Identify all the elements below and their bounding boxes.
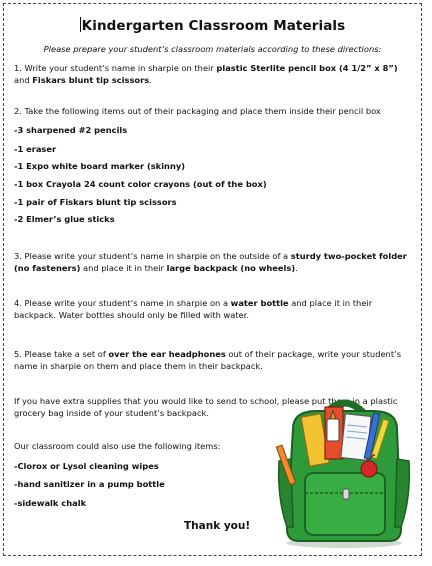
extra-supplies-note: If you have extra supplies that you would like to send to school, please put them in a plastic grocery bag inside of your student’s backpack. bbox=[14, 396, 398, 418]
list-item: -1 pair of Fiskars blunt tip scissors bbox=[14, 197, 177, 207]
list-item: -1 Expo white board marker (skinny) bbox=[14, 161, 186, 171]
title-text: Kindergarten Classroom Materials bbox=[81, 18, 346, 34]
list-item: -hand sanitizer in a pump bottle bbox=[14, 479, 165, 489]
step-1: 1. Write your student’s name in sharpie on their plastic Sterlite pencil box (4 1/2” x 8”) and Fiskars blunt tip scissors. bbox=[14, 63, 398, 85]
apple-icon bbox=[361, 461, 377, 477]
document-title bbox=[4, 17, 421, 34]
step-5: 5. Please take a set of over the ear headphones out of their package, write your student’s name in sharpie on them and place them in their backpack. bbox=[14, 349, 402, 371]
step-3: 3. Please write your student’s name in sharpie on the outside of a sturdy two-pocket folder (no fasteners) and place it in their large backpack (no wheels). bbox=[14, 251, 407, 273]
document-page bbox=[3, 3, 422, 556]
list-item: -sidewalk chalk bbox=[14, 498, 87, 508]
step-2: 2. Take the following items out of their packaging and place them inside their pencil box bbox=[14, 106, 381, 116]
side-pocket-right bbox=[395, 459, 409, 527]
list-item: -1 eraser bbox=[14, 144, 57, 154]
list-item: -2 Elmer’s glue sticks bbox=[14, 214, 115, 224]
thank-you-text: Thank you! bbox=[184, 520, 251, 532]
zipper-icon bbox=[343, 489, 349, 499]
document-subtitle: Please prepare your student’s classroom materials according to these directions: bbox=[43, 44, 382, 54]
list-item: -1 box Crayola 24 count color crayons (out of the box) bbox=[14, 179, 267, 189]
glue-bottle-icon bbox=[327, 419, 339, 441]
list-item: -3 sharpened #2 pencils bbox=[14, 125, 128, 135]
list-item: -Clorox or Lysol cleaning wipes bbox=[14, 461, 159, 471]
text-cursor bbox=[80, 17, 81, 32]
front-pocket bbox=[305, 473, 385, 535]
also-use-intro: Our classroom could also use the following items: bbox=[14, 441, 221, 451]
step-4: 4. Please write your student’s name in sharpie on a water bottle and place it in their backpack. Water bottles should only be filled with water. bbox=[14, 298, 373, 320]
backpack-icon bbox=[269, 389, 419, 549]
